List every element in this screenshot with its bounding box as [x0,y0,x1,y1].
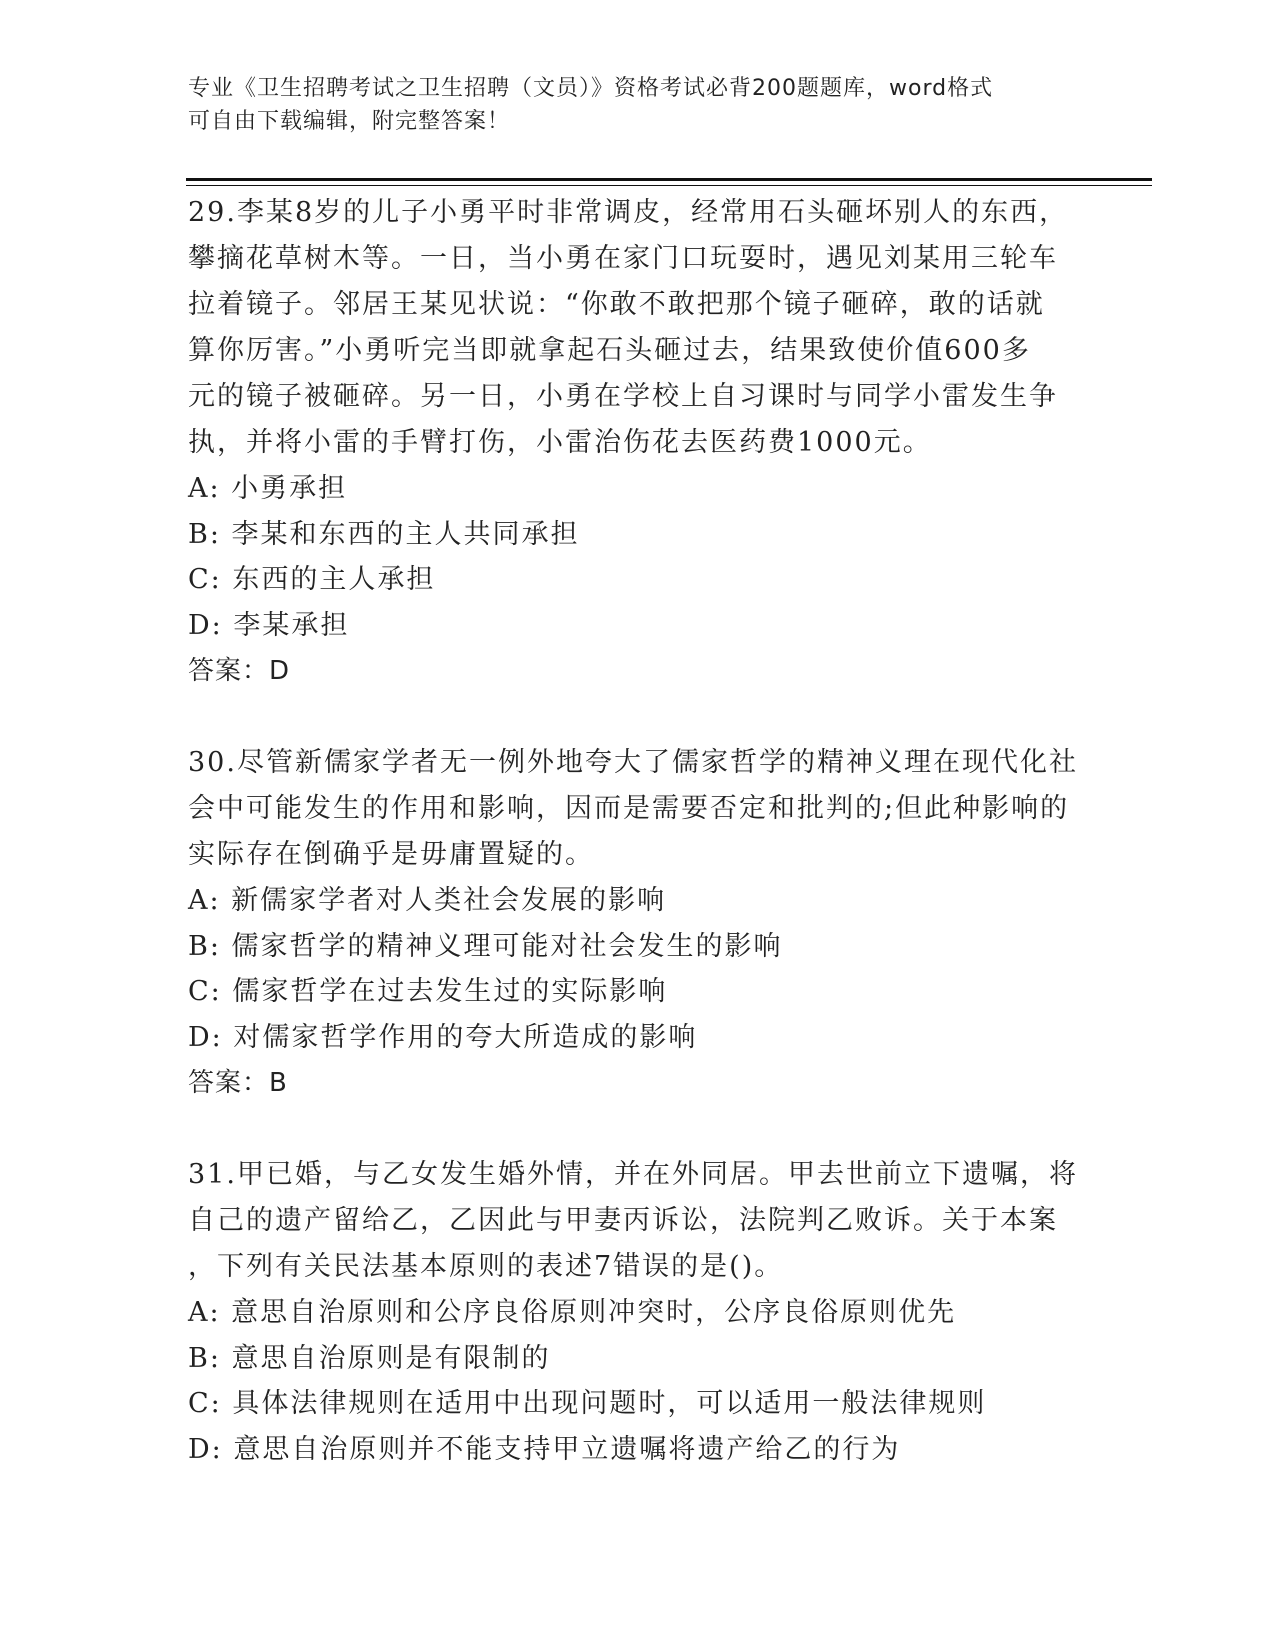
question-stem [188,1152,1088,1290]
stem-line: 实际存在倒确乎是毋庸置疑的。 [188,839,594,870]
header-divider-thick [186,178,1152,181]
stem-line: 29.李某8岁的儿子小勇平时非常调皮，经常用石头砸坏别人的东西， [188,197,1069,228]
question-spacer [188,1106,1088,1152]
stem-line: 自己的遗产留给乙，乙因此与甲妻丙诉讼，法院判乙败诉。关于本案 [188,1205,1058,1236]
answer-line: 答案：D [188,656,291,686]
question-29 [188,190,1088,694]
option-a: A: 意思自治原则和公序良俗原则冲突时，公序良俗原则优先 [188,1297,957,1328]
question-stem [188,190,1088,466]
stem-line: 30.尽管新儒家学者无一例外地夸大了儒家哲学的精神义理在现代化社 [188,747,1078,778]
stem-line: 元的镜子被砸碎。另一日，小勇在学校上自习课时与同学小雷发生争 [188,381,1058,412]
option-b: B: 意思自治原则是有限制的 [188,1342,551,1374]
stem-line: 31.甲已婚，与乙女发生婚外情，并在外同居。甲去世前立下遗嘱，将 [188,1159,1078,1190]
answer-line: 答案：B [188,1068,288,1098]
stem-line: ，下列有关民法基本原则的表述7错误的是()。 [188,1251,784,1282]
question-30 [188,740,1088,1106]
stem-line: 攀摘花草树木等。一日，当小勇在家门口玩耍时，遇见刘某用三轮车 [188,243,1058,274]
option-c: C: 东西的主人承担 [188,564,436,595]
option-b: B: 儒家哲学的精神义理可能对社会发生的影响 [188,930,783,962]
header-title-line-2: 可自由下载编辑，附完整答案！ [188,109,511,134]
option-d: D: 对儒家哲学作用的夸大所造成的影响 [188,1021,698,1053]
option-c: C: 儒家哲学在过去发生过的实际影响 [188,976,668,1007]
question-stem [188,740,1088,878]
option-d: D: 意思自治原则并不能支持甲立遗嘱将遗产给乙的行为 [188,1433,901,1465]
question-31 [188,1152,1088,1472]
header-title-line-1: 专业《卫生招聘考试之卫生招聘（文员）》资格考试必背200题题库，word格式 [188,76,994,101]
stem-line: 会中可能发生的作用和影响，因而是需要否定和批判的;但此种影响的 [188,793,1070,824]
stem-line: 执，并将小雷的手臂打伤，小雷治伤花去医药费1000元。 [188,427,932,458]
option-c: C: 具体法律规则在适用中出现问题时，可以适用一般法律规则 [188,1388,987,1419]
question-spacer [188,694,1088,740]
document-header [188,72,1088,138]
stem-line: 拉着镜子。邻居王某见状说：“你敢不敢把那个镜子砸碎，敢的话就 [188,289,1045,320]
question-list [188,190,1088,1472]
header-divider-thin [186,185,1152,186]
option-b: B: 李某和东西的主人共同承担 [188,518,580,550]
stem-line: 算你厉害。”小勇听完当即就拿起石头砸过去，结果致使价值600多 [188,335,1031,366]
option-a: A: 小勇承担 [188,473,348,504]
option-d: D: 李某承担 [188,609,350,641]
option-a: A: 新儒家学者对人类社会发展的影响 [188,885,667,916]
